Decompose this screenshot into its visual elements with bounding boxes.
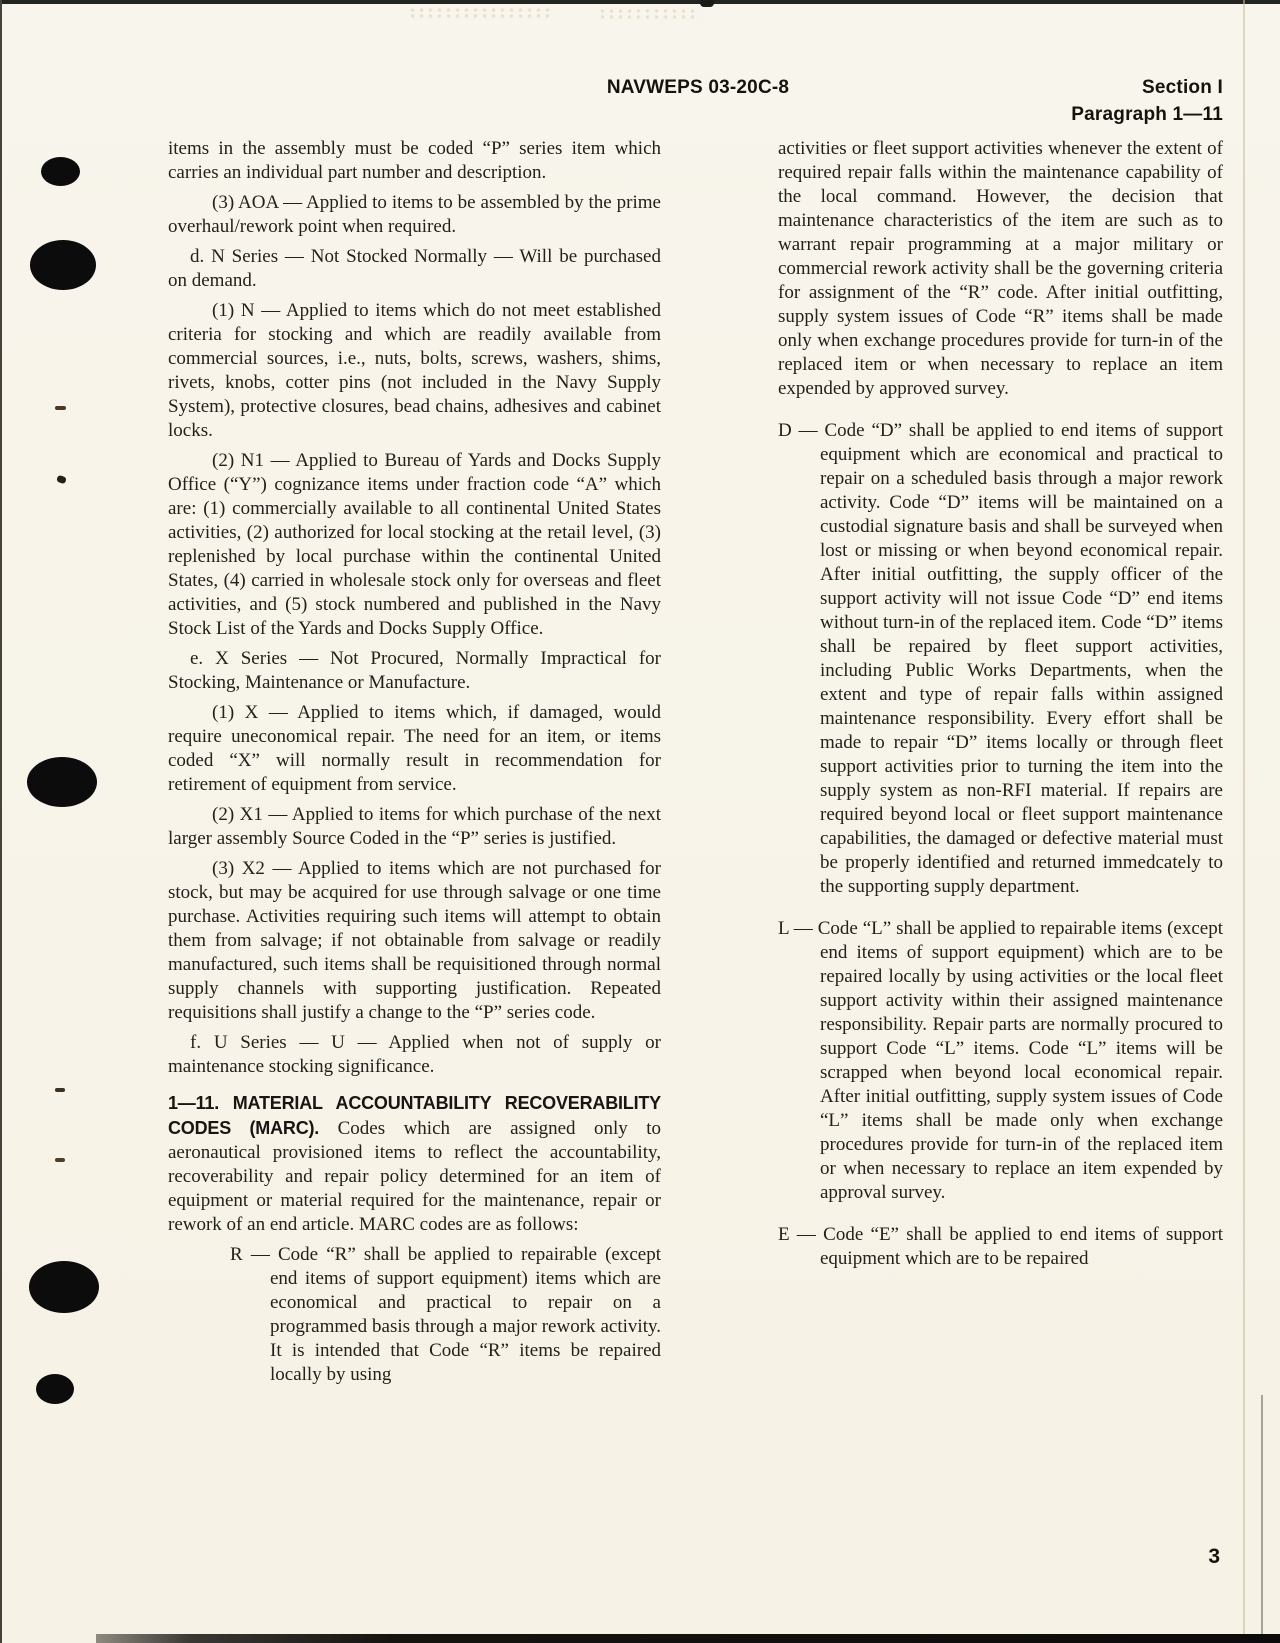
para-n bbox=[168, 299, 661, 443]
code-label: D — bbox=[778, 420, 825, 441]
ink-dash-mark bbox=[55, 406, 66, 410]
marc-code-d bbox=[778, 419, 1223, 899]
punch-hole-mark bbox=[41, 157, 80, 186]
para-1-11-marc-heading bbox=[168, 1091, 661, 1237]
punch-hole-mark bbox=[30, 240, 96, 290]
bleedthrough-smudge bbox=[598, 8, 700, 20]
text-run: (3) X2 — Applied to items which are not purchased for stock, but may be acquired for use through salvage or one time purchase. Activities requiring such items will attempt to obtain them from salvage; if not obtainable from salvage or readily manufactured, such items shall be requisitioned through normal supply channels with supporting justification. Repeated requisitions shall justify a change to the “P” series code. bbox=[168, 858, 661, 1023]
doc-number: NAVWEPS 03-20C-8 bbox=[606, 77, 790, 98]
text-run: (3) AOA — Applied to items to be assembled by the prime overhaul/rework point when required. bbox=[168, 192, 661, 237]
marc-code-r-continuation bbox=[778, 137, 1223, 401]
punch-hole-mark bbox=[27, 757, 97, 807]
para-p-series-continuation bbox=[168, 137, 661, 185]
scan-top-edge bbox=[0, 0, 1280, 4]
punch-hole-mark bbox=[29, 1261, 99, 1313]
marc-code-r bbox=[168, 1243, 661, 1387]
text-run: (1) N — Applied to items which do not meet established criteria for stocking and which are readily available from commercial sources, i.e., nuts, bolts, screws, washers, shims, rivets, knobs, cotter pins (not included in the Navy Supply System), protective closures, bead chains, adhesives and cabinet locks. bbox=[168, 300, 661, 441]
paragraph-ref: Paragraph 1—11 bbox=[1071, 104, 1223, 125]
scan-top-nub bbox=[700, 0, 714, 7]
scan-bottom-edge bbox=[96, 1634, 1280, 1643]
text-run: Code “D” shall be applied to end items of support equipment which are economical and practical to repair on a scheduled basis through a major rework activity. Code “D” items will be maintained on a custodial signature basis and shall be surveyed when lost or missing or when beyond economical repair. After initial outfitting, the supply officer of the support activity will not issue Code “D” end items without turn-in of the replaced item. Code “D” items shall be repaired by fleet support activities, including Public Works Departments, when the extent and type of repair falls within assigned maintenance responsibility. Every effort shall be made to repair “D” items locally or through fleet support activities prior to turning the item into the supply system as non-RFI material. If repairs are required beyond local or fleet support maintenance capabilities, the damaged or defective material must be properly identified and returned immedcately to the supporting supply department. bbox=[820, 420, 1223, 897]
code-label: R — bbox=[230, 1244, 278, 1265]
text-run: e. X Series — Not Procured, Normally Impractical for Stocking, Maintenance or Manufacture. bbox=[168, 648, 661, 693]
heading-run: 1—11. MATERIAL ACCOUNTABILITY RECOVERABILITY CODES (MARC). bbox=[168, 1093, 661, 1138]
ink-dash-mark bbox=[55, 1088, 65, 1092]
text-run: Code “E” shall be applied to end items of support equipment which are to be repaired bbox=[820, 1224, 1224, 1269]
text-run: Code “R” shall be applied to repairable (except end items of support equipment) items which are economical and practical to repair on a programmed basis through a major rework activity. It is intended that Code “R” items be repaired locally by using bbox=[270, 1244, 661, 1385]
page-number: 3 bbox=[1208, 1545, 1220, 1568]
marc-code-e bbox=[778, 1223, 1223, 1271]
text-run: d. N Series — Not Stocked Normally — Will be purchased on demand. bbox=[168, 246, 661, 291]
scan-left-edge bbox=[0, 0, 2, 1643]
scan-right-faint-line bbox=[1243, 0, 1245, 1643]
section-label: Section I bbox=[1142, 77, 1223, 98]
right-column bbox=[778, 137, 1223, 1289]
text-run: f. U Series — U — Applied when not of supply or maintenance stocking significance. bbox=[168, 1032, 661, 1077]
para-x1 bbox=[168, 803, 661, 851]
ink-speck-mark bbox=[56, 475, 67, 485]
left-column bbox=[168, 137, 661, 1393]
code-label: E — bbox=[778, 1224, 824, 1245]
para-n1 bbox=[168, 449, 661, 641]
para-x bbox=[168, 701, 661, 797]
para-aoa bbox=[168, 191, 661, 239]
text-run: Code “L” shall be applied to repairable items (except end items of support equipment) which are to be repaired locally by using activities or the local fleet support activity within their assigned maintenance responsibility. Repair parts are normally procured to support Code “L” items. Code “L” items will be scrapped when beyond local economical repair. After initial outfitting, supply system issues of Code “L” items shall be made only when exchange procedures provide for turn-in of the replaced item or when necessary to replace an item expended by approval survey. bbox=[817, 918, 1223, 1203]
code-label: L — bbox=[778, 918, 818, 939]
para-n-series bbox=[168, 245, 661, 293]
text-run: Codes which are assigned only to aeronautical provisioned items to reflect the accountability, recoverability and repair policy determined for an item of equipment or material required for the maintenance, repair or rework of an end article. MARC codes are as follows: bbox=[168, 1118, 661, 1235]
para-x-series bbox=[168, 647, 661, 695]
header-right bbox=[1071, 74, 1223, 128]
text-run: items in the assembly must be coded “P” series item which carries an individual part number and description. bbox=[168, 138, 661, 183]
marc-code-l bbox=[778, 917, 1223, 1205]
punch-hole-mark bbox=[36, 1374, 74, 1404]
bleedthrough-smudge bbox=[408, 7, 550, 19]
text-run: (2) X1 — Applied to items for which purchase of the next larger assembly Source Coded in the “P” series is justified. bbox=[168, 804, 661, 849]
text-run: activities or fleet support activities whenever the extent of required repair falls within the maintenance capability of the local command. However, the decision that maintenance characteristics of the item are such as to warrant repair programming at a major military or commercial rework activity shall be the governing criteria for assignment of the “R” code. After initial outfitting, supply system issues of Code “R” items shall be made only when exchange procedures provide for turn-in of the replaced item or when necessary to replace an item expended by approved survey. bbox=[778, 138, 1223, 399]
ink-dash-mark bbox=[55, 1158, 65, 1162]
text-run: (2) N1 — Applied to Bureau of Yards and Docks Supply Office (“Y”) cognizance items under fraction code “A” which are: (1) commercially available to all continental United States activities, (2) authorized for local stocking at the retail level, (3) replenished by local purchase within the continental United States, (4) carried in wholesale stock only for overseas and fleet activities, and (5) stock numbered and published in the Navy Stock List of the Yards and Docks Supply Office. bbox=[168, 450, 661, 639]
scan-right-gray-line bbox=[1261, 1395, 1263, 1643]
para-u-series bbox=[168, 1031, 661, 1079]
text-run: (1) X — Applied to items which, if damaged, would require uneconomical repair. The need for an item, or items coded “X” will normally result in recommendation for retirement of equipment from service. bbox=[168, 702, 661, 795]
para-x2 bbox=[168, 857, 661, 1025]
